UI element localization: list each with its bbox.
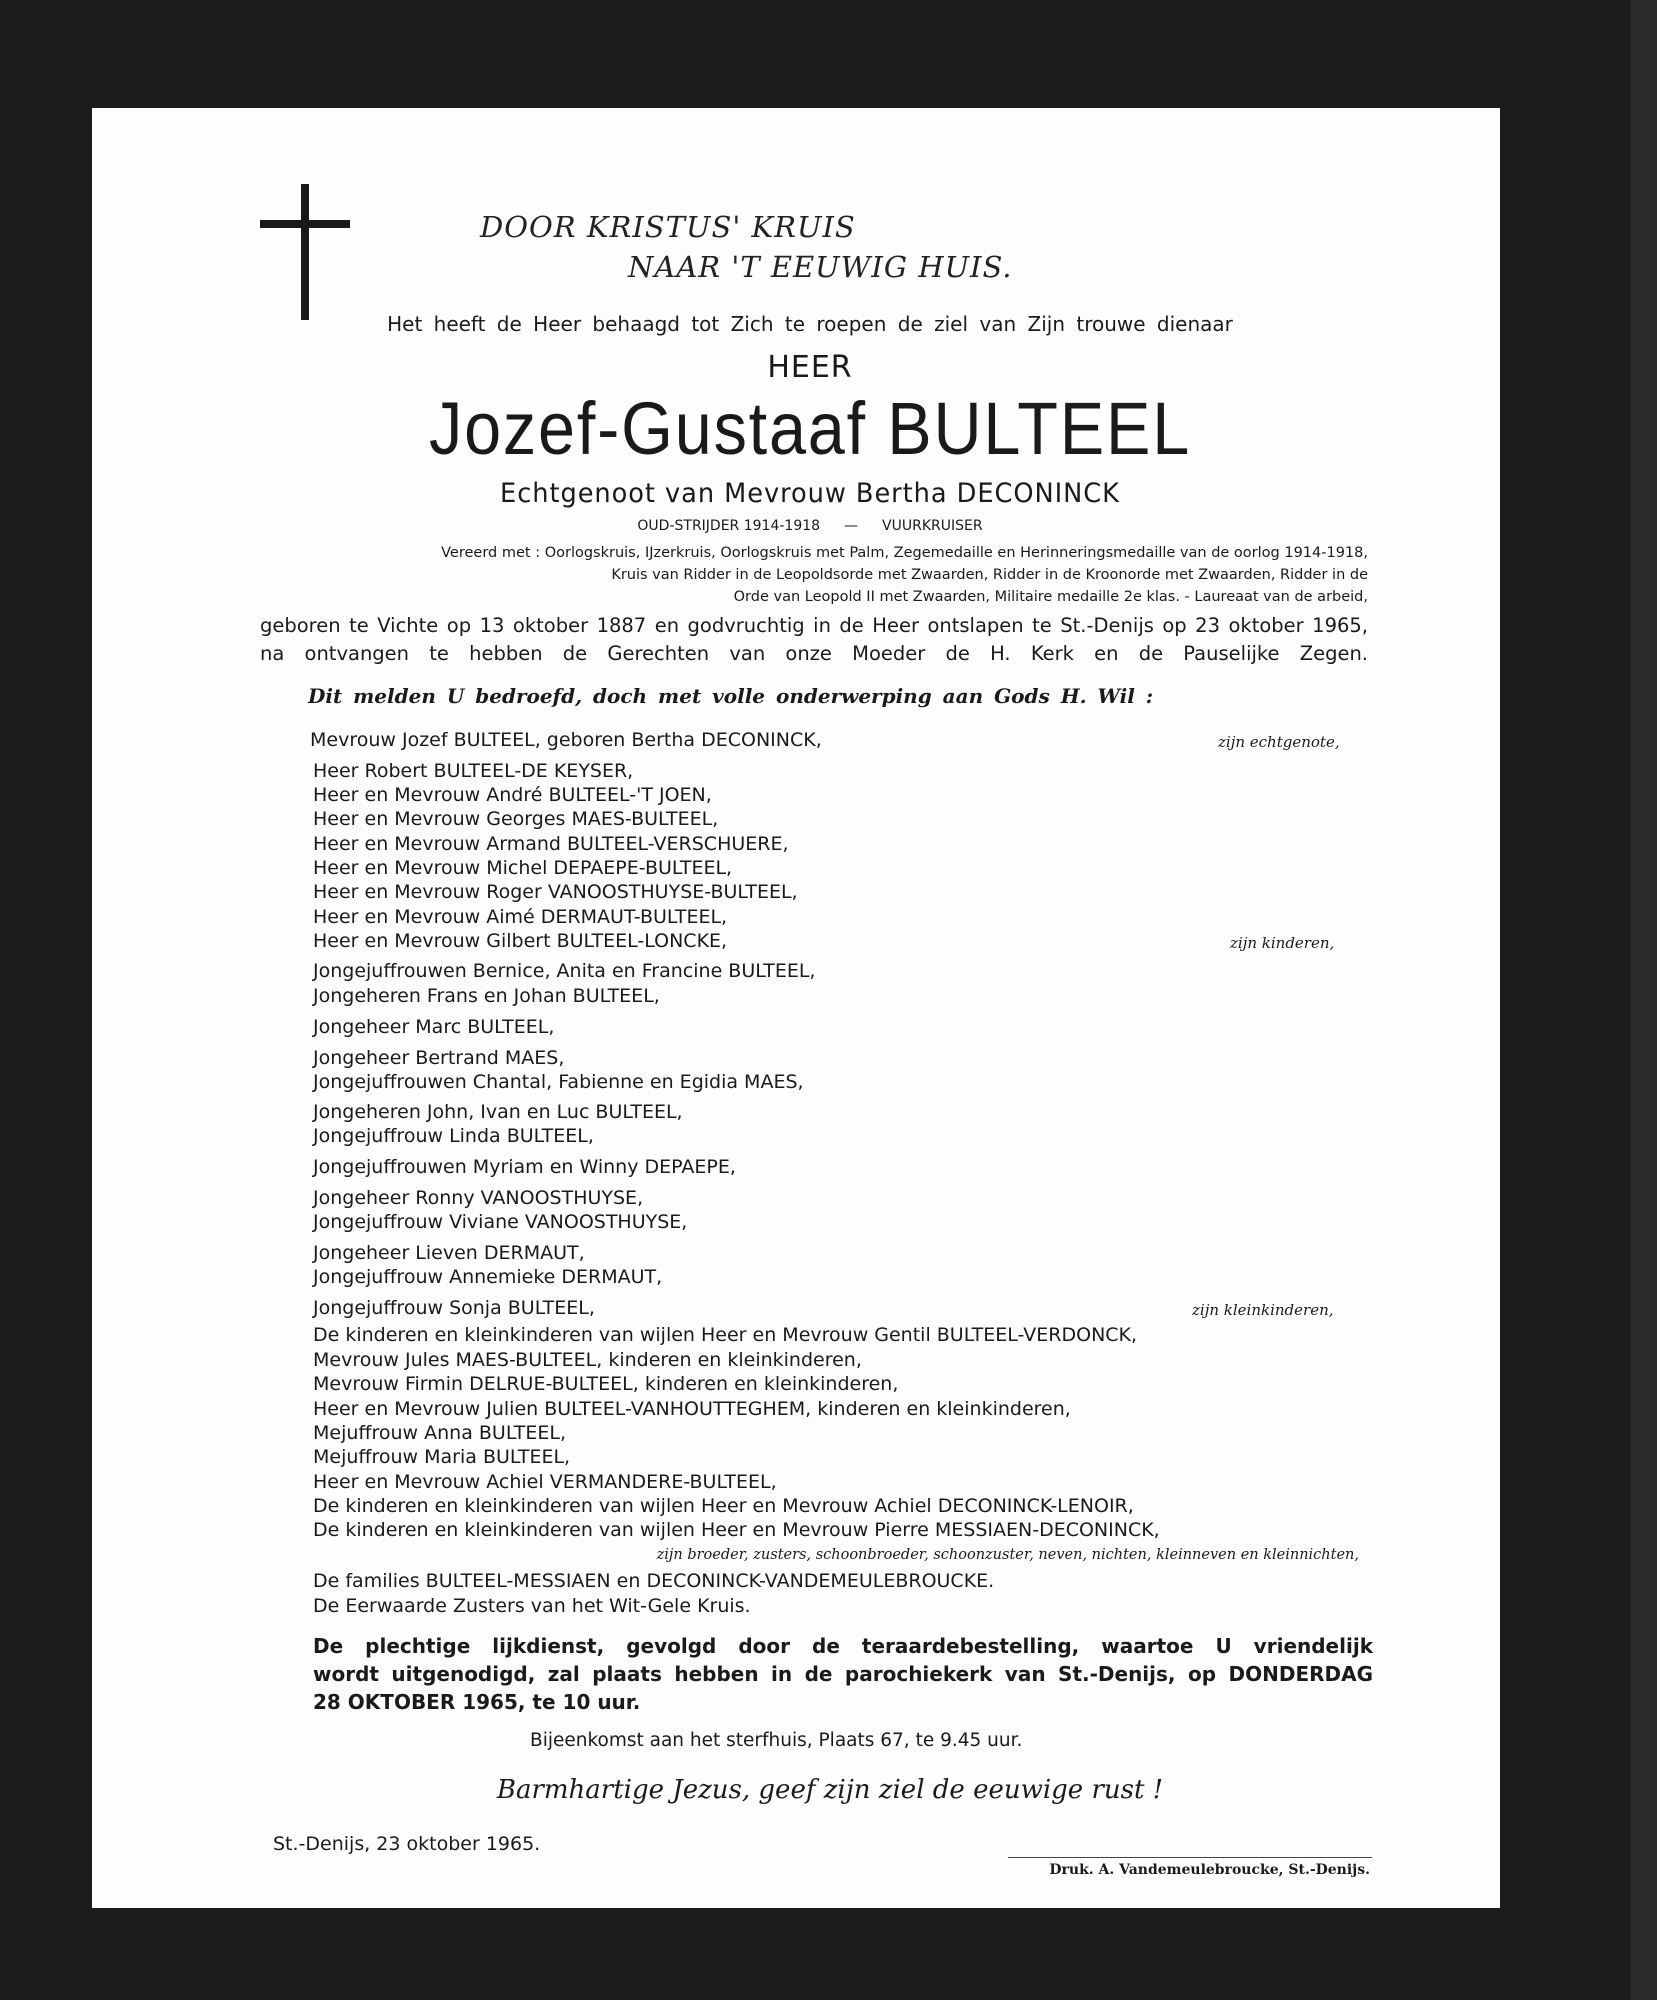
- child-entry: Heer en Mevrouw Georges MAES-BULTEEL,: [313, 808, 719, 830]
- grandchild-entry: Jongeheer Ronny VANOOSTHUYSE,: [313, 1187, 644, 1209]
- grandchild-entry: Jongejuffrouw Linda BULTEEL,: [313, 1125, 594, 1147]
- frame-edge: [1631, 0, 1657, 2000]
- relatives-relation: zijn broeder, zusters, schoonbroeder, schoonzuster, neven, nichten, kleinneven en kleinnichten,: [656, 1547, 1359, 1563]
- honours-line-1: Vereerd met : Oorlogskruis, IJzerkruis, Oorlogskruis met Palm, Zegemedaille en Herinneringsmedaille van de oorlog 1914-1918,: [441, 545, 1368, 561]
- place-and-date: St.-Denijs, 23 oktober 1965.: [273, 1833, 541, 1855]
- printer-rule: [1008, 1857, 1372, 1858]
- child-entry: Heer en Mevrouw Michel DEPAEPE-BULTEEL,: [313, 857, 733, 879]
- grandchild-entry: Jongeheer Marc BULTEEL,: [313, 1016, 555, 1038]
- grandchild-entry: Jongejuffrouwen Chantal, Fabienne en Egidia MAES,: [313, 1071, 804, 1093]
- relative-entry: Mevrouw Firmin DELRUE-BULTEEL, kinderen en kleinkinderen,: [313, 1373, 899, 1395]
- honours-line-2: Kruis van Ridder in de Leopoldsorde met Zwaarden, Ridder in de Kroonorde met Zwaarden, Ridder in de: [611, 567, 1368, 583]
- relative-entry: De kinderen en kleinkinderen van wijlen Heer en Mevrouw Gentil BULTEEL-VERDONCK,: [313, 1324, 1138, 1346]
- grandchild-entry: Jongejuffrouw Sonja BULTEEL,: [313, 1297, 595, 1319]
- grandchild-entry: Jongeheer Bertrand MAES,: [313, 1047, 565, 1069]
- grandchild-entry: Jongejuffrouwen Myriam en Winny DEPAEPE,: [313, 1156, 736, 1178]
- grandchild-entry: Jongeheren Frans en Johan BULTEEL,: [313, 985, 660, 1007]
- relative-entry: Mejuffrouw Maria BULTEEL,: [313, 1446, 571, 1468]
- children-relation: zijn kinderen,: [1230, 934, 1335, 952]
- service-line-3: 28 OKTOBER 1965, te 10 uur.: [313, 1690, 641, 1714]
- grandchild-entry: Jongeheren John, Ivan en Luc BULTEEL,: [313, 1101, 683, 1123]
- intro-text: Het heeft de Heer behaagd tot Zich te roepen de ziel van Zijn trouwe dienaar: [387, 312, 1233, 336]
- birth-death-line-2: na ontvangen te hebben de Gerechten van onze Moeder de H. Kerk en de Pauselijke Zegen.: [260, 642, 1368, 665]
- honours-line-3: Orde van Leopold II met Zwaarden, Militaire medaille 2e klas. - Laureaat van de arbeid,: [733, 589, 1368, 605]
- child-entry: Heer en Mevrouw Roger VANOOSTHUYSE-BULTEEL,: [313, 881, 798, 903]
- closing-prayer: Barmhartige Jezus, geef zijn ziel de eeuwige rust !: [496, 1775, 1164, 1805]
- child-entry: Heer en Mevrouw Gilbert BULTEEL-LONCKE,: [313, 930, 728, 952]
- service-line-2: wordt uitgenodigd, zal plaats hebben in de parochiekerk van St.-Denijs, op DONDERDAG: [313, 1662, 1373, 1686]
- birth-death-line-1: geboren te Vichte op 13 oktober 1887 en godvruchtig in de Heer ontslapen te St.-Denijs op 23 oktober 1965,: [260, 614, 1368, 637]
- relative-entry: De kinderen en kleinkinderen van wijlen Heer en Mevrouw Pierre MESSIAEN-DECONINCK,: [313, 1519, 1160, 1541]
- veteran-title: OUD-STRIJDER 1914-1918: [637, 518, 821, 534]
- motto-line-1: DOOR KRISTUS' KRUIS: [480, 210, 856, 244]
- service-line-1: De plechtige lijkdienst, gevolgd door de teraardebestelling, waartoe U vriendelijk: [313, 1634, 1373, 1658]
- child-entry: Heer en Mevrouw Armand BULTEEL-VERSCHUERE,: [313, 833, 789, 855]
- gathering-info: Bijeenkomst aan het sterfhuis, Plaats 67, te 9.45 uur.: [530, 1730, 1023, 1751]
- motto-line-2: NAAR 'T EEUWIG HUIS.: [628, 250, 1013, 284]
- veteran-line: [540, 518, 1080, 534]
- relative-entry: Mejuffrouw Anna BULTEEL,: [313, 1422, 567, 1444]
- grandchild-entry: Jongejuffrouwen Bernice, Anita en Francine BULTEEL,: [313, 960, 816, 982]
- grandchildren-relation: zijn kleinkinderen,: [1192, 1301, 1334, 1319]
- grandchild-entry: Jongeheer Lieven DERMAUT,: [313, 1242, 585, 1264]
- child-entry: Heer Robert BULTEEL-DE KEYSER,: [313, 760, 634, 782]
- grandchild-entry: Jongejuffrouw Annemieke DERMAUT,: [313, 1266, 663, 1288]
- deceased-name: Jozef-Gustaaf BULTEEL: [428, 387, 1192, 470]
- relative-entry: Heer en Mevrouw Achiel VERMANDERE-BULTEEL,: [313, 1471, 777, 1493]
- spouse-relation: zijn echtgenote,: [1218, 733, 1340, 751]
- grandchild-entry: Jongejuffrouw Viviane VANOOSTHUYSE,: [313, 1211, 688, 1233]
- families-entry: De families BULTEEL-MESSIAEN en DECONINCK-VANDEMEULEBROUCKE.: [313, 1570, 995, 1592]
- announcement: Dit melden U bedroefd, doch met volle onderwerping aan Gods H. Wil :: [308, 684, 1154, 708]
- spouse-entry: Mevrouw Jozef BULTEEL, geboren Bertha DECONINCK,: [310, 729, 822, 751]
- child-entry: Heer en Mevrouw Aimé DERMAUT-BULTEEL,: [313, 906, 728, 928]
- cross-icon: [301, 184, 309, 320]
- relative-entry: De kinderen en kleinkinderen van wijlen Heer en Mevrouw Achiel DECONINCK-LENOIR,: [313, 1495, 1134, 1517]
- relative-entry: Heer en Mevrouw Julien BULTEEL-VANHOUTTEGHEM, kinderen en kleinkinderen,: [313, 1398, 1071, 1420]
- cross-icon-bar: [260, 220, 350, 228]
- child-entry: Heer en Mevrouw André BULTEEL-'T JOEN,: [313, 784, 712, 806]
- spouse-line: Echtgenoot van Mevrouw Bertha DECONINCK: [500, 478, 1120, 509]
- printer-credit: Druk. A. Vandemeulebroucke, St.-Denijs.: [1049, 1862, 1370, 1878]
- sisters-entry: De Eerwaarde Zusters van het Wit-Gele Kruis.: [313, 1595, 751, 1617]
- relative-entry: Mevrouw Jules MAES-BULTEEL, kinderen en kleinkinderen,: [313, 1349, 862, 1371]
- honorific-title: HEER: [767, 350, 853, 385]
- veteran-badge: VUURKRUISER: [882, 518, 983, 534]
- veteran-dash: —: [844, 518, 859, 534]
